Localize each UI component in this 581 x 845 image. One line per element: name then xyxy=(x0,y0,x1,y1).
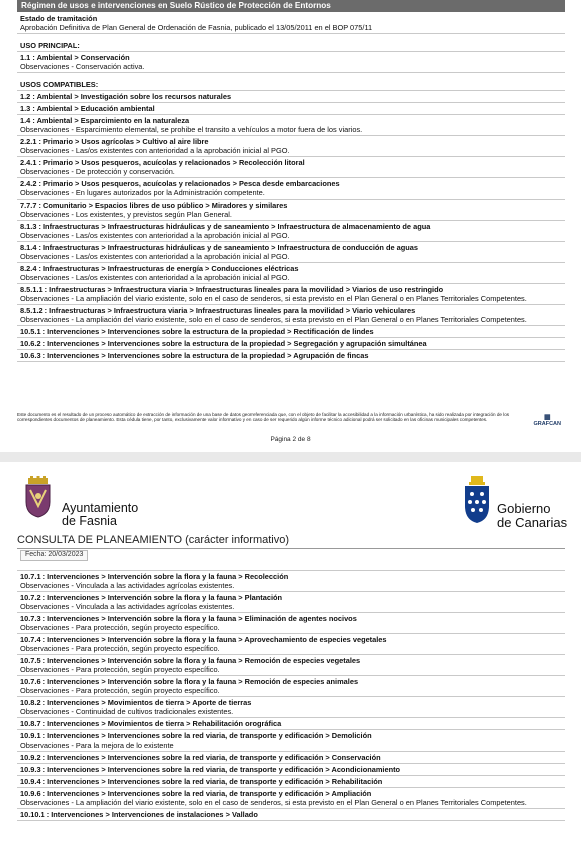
fecha-label: Fecha: 20/03/2023 xyxy=(20,550,88,561)
use-entry-observaciones: Observaciones - Las/os existentes con anterioridad a la aprobación inicial al PGO. xyxy=(20,272,290,282)
use-entry xyxy=(17,338,565,350)
use-entry xyxy=(17,809,565,821)
estado-text: Aprobación Definitiva de Plan General de Ordenación de Fasnia, publicado el 13/05/2011 en el BOP 075/11 xyxy=(20,23,373,33)
use-entry-title: 8.1.3 : Infraestructuras > Infraestructuras hidráulicas y de saneamiento > Infraestructura de almacenamiento de agua xyxy=(20,221,431,231)
uso-principal-heading: USO PRINCIPAL: xyxy=(17,40,565,52)
document-page-3 xyxy=(0,462,581,845)
use-entry xyxy=(17,718,565,730)
use-entry-title: 7.7.7 : Comunitario > Espacios libres de uso público > Miradores y similares xyxy=(20,200,288,210)
use-entry-title: 10.7.5 : Intervenciones > Intervención sobre la flora y la fauna > Remoción de especies vegetales xyxy=(20,656,361,666)
page-footer xyxy=(17,412,565,427)
gobierno-line2: de Canarias xyxy=(497,514,568,530)
use-entry-title: 8.5.1.1 : Infraestructuras > Infraestructura viaria > Infraestructuras lineales para la movilidad > Viarios de uso restringido xyxy=(20,284,444,294)
use-entry-title: 2.4.2 : Primario > Usos pesqueros, acuícolas y relacionados > Pesca desde embarcaciones xyxy=(20,179,340,189)
use-entry xyxy=(17,697,565,718)
grafcan-label: GRAFCAN xyxy=(533,421,561,427)
use-entry-title: 10.6.3 : Intervenciones > Intervenciones sobre la estructura de la propiedad > Agrupación de fincas xyxy=(20,350,369,360)
use-entry xyxy=(17,788,565,809)
use-entry-observaciones: Observaciones - Continuidad de cultivos tradicionales existentes. xyxy=(20,707,234,717)
use-entry-title: 8.1.4 : Infraestructuras > Infraestructuras hidráulicas y de saneamiento > Infraestructura de conducción de aguas xyxy=(20,242,418,252)
section-header: Régimen de usos e intervenciones en Suelo Rústico de Protección de Entornos xyxy=(17,0,565,12)
use-entry xyxy=(17,305,565,326)
consulta-title: CONSULTA DE PLANEAMIENTO (carácter informativo) xyxy=(17,534,565,549)
ayuntamiento-line1: Ayuntamiento xyxy=(62,501,139,515)
grafcan-icon: ▦ xyxy=(543,414,551,421)
use-entry-title: 10.9.3 : Intervenciones > Intervenciones sobre la red viaria, de transporte y edificación > Acondicionamiento xyxy=(20,764,401,774)
disclaimer-text: Este documento es el resultado de un proceso automático de extracción de información de una base de datos georreferenciada que, con el objeto de facilitar la accesibilidad a la información urbanística, ha sido realizada por integración de los correspondientes documentos de planeamiento. Esta cédula tiene, por tanto, exclusivamente valor informativo y en caso de ser requerido algún informe técnico adicional podrá ser solicitado en las oficinas municipales competentes. xyxy=(17,412,510,423)
use-entry xyxy=(17,634,565,655)
use-entry-title: 10.7.1 : Intervenciones > Intervención sobre la flora y la fauna > Recolección xyxy=(20,572,289,581)
use-entry-title: 8.2.4 : Infraestructuras > Infraestructuras de energía > Conducciones eléctricas xyxy=(20,263,299,273)
use-entry xyxy=(17,570,565,592)
use-entry-observaciones: Observaciones - De protección y conservación. xyxy=(20,167,175,177)
page-number: Página 2 de 8 xyxy=(270,436,311,443)
page1-content xyxy=(17,13,565,362)
use-entry xyxy=(17,752,565,764)
use-entry xyxy=(17,136,565,157)
use-entry-observaciones: Observaciones - La ampliación del viario existente, solo en el caso de senderos, si esta previsto en el Plan General o en Planes Territoriales Competentes. xyxy=(20,314,527,324)
use-entry-observaciones: Observaciones - Para protección, según proyecto específico. xyxy=(20,644,220,654)
use-entry-observaciones: Observaciones - Esparcimiento elemental, se prohibe el transito a vehículos a motor fuera de los viarios. xyxy=(20,125,363,135)
use-entry-title: 1.4 : Ambiental > Esparcimiento en la naturaleza xyxy=(20,116,190,126)
page-separator xyxy=(0,452,581,462)
use-entry xyxy=(17,655,565,676)
use-entry-title: 10.7.3 : Intervenciones > Intervención sobre la flora y la fauna > Eliminación de agentes nocivos xyxy=(20,614,357,624)
use-entry xyxy=(17,52,565,73)
use-entry-observaciones: Observaciones - Vinculada a las actividades agrícolas existentes. xyxy=(20,602,235,612)
estado-title: Estado de tramitación xyxy=(20,14,98,23)
use-entry-observaciones: Observaciones - Para protección, según proyecto específico. xyxy=(20,686,220,696)
use-entry xyxy=(17,115,565,136)
use-entry-title: 10.8.7 : Intervenciones > Movimientos de tierra > Rehabilitación orográfica xyxy=(20,719,282,729)
use-entry xyxy=(17,350,565,362)
use-entry-title: 10.8.2 : Intervenciones > Movimientos de tierra > Aporte de tierras xyxy=(20,698,252,708)
use-entry-observaciones: Observaciones - Las/os existentes con anterioridad a la aprobación inicial al PGO. xyxy=(20,146,290,156)
use-entry xyxy=(17,676,565,697)
use-entry-observaciones: Observaciones - Las/os existentes con anterioridad a la aprobación inicial al PGO. xyxy=(20,251,290,261)
usos-compatibles-heading: USOS COMPATIBLES: xyxy=(17,79,565,91)
use-entry xyxy=(17,776,565,788)
use-entry xyxy=(17,284,565,305)
use-entry-observaciones: Observaciones - En lugares autorizados por la Administración competente. xyxy=(20,188,265,198)
use-entry-title: 10.9.2 : Intervenciones > Intervenciones sobre la red viaria, de transporte y edificación > Conservación xyxy=(20,752,381,762)
use-entry-title: 10.7.4 : Intervenciones > Intervención sobre la flora y la fauna > Aprovechamiento de especies vegetales xyxy=(20,635,387,645)
use-entry-title: 10.9.4 : Intervenciones > Intervenciones sobre la red viaria, de transporte y edificación > Rehabilitación xyxy=(20,776,383,786)
use-entry-observaciones: Observaciones - La ampliación del viario existente, solo en el caso de senderos, si esta previsto en el Plan General o en Planes Territoriales Competentes. xyxy=(20,293,527,303)
use-entry xyxy=(17,103,565,115)
use-entry xyxy=(17,178,565,199)
use-entry xyxy=(17,326,565,338)
use-entry-title: 8.5.1.2 : Infraestructuras > Infraestructura viaria > Infraestructuras lineales para la movilidad > Viario vehiculares xyxy=(20,305,416,315)
use-entry-title: 10.9.6 : Intervenciones > Intervenciones sobre la red viaria, de transporte y edificación > Ampliación xyxy=(20,788,372,798)
use-entry xyxy=(17,613,565,634)
use-entry-title: 10.7.6 : Intervenciones > Intervención sobre la flora y la fauna > Remoción de especies animales xyxy=(20,677,359,687)
gobierno-name xyxy=(497,502,567,529)
gobierno-canarias-emblem-icon xyxy=(462,476,492,524)
intervenciones-list xyxy=(17,570,565,821)
use-entry-title: 2.4.1 : Primario > Usos pesqueros, acuícolas y relacionados > Recolección litoral xyxy=(20,158,305,168)
use-entry xyxy=(17,263,565,284)
use-entry-observaciones: Observaciones - Vinculada a las actividades agrícolas existentes. xyxy=(20,581,235,591)
gobierno-line1: Gobierno xyxy=(497,501,551,516)
estado-tramitacion-block xyxy=(17,13,565,34)
use-entry-observaciones: Observaciones - Para la mejora de lo existente xyxy=(20,740,174,750)
use-entry-observaciones: Observaciones - La ampliación del viario existente, solo en el caso de senderos, si esta previsto en el Plan General o en Planes Territoriales Competentes. xyxy=(20,797,527,807)
use-entry-title: 10.7.2 : Intervenciones > Intervención sobre la flora y la fauna > Plantación xyxy=(20,593,283,603)
ayuntamiento-coat-of-arms-icon xyxy=(22,476,54,518)
ayuntamiento-line2: de Fasnia xyxy=(62,514,117,529)
use-entry xyxy=(17,730,565,751)
use-entry-title: 1.3 : Ambiental > Educación ambiental xyxy=(20,104,155,114)
use-entry-observaciones: Observaciones - Los existentes, y previstos según Plan General. xyxy=(20,209,232,219)
use-entry-observaciones: Observaciones - Conservación activa. xyxy=(20,62,145,72)
use-entry xyxy=(17,221,565,242)
uso-principal-list xyxy=(17,52,565,73)
use-entry-observaciones: Observaciones - Las/os existentes con anterioridad a la aprobación inicial al PGO. xyxy=(20,230,290,240)
grafcan-logo xyxy=(534,414,562,427)
use-entry-title: 10.9.1 : Intervenciones > Intervenciones sobre la red viaria, de transporte y edificación > Demolición xyxy=(20,731,372,741)
use-entry-title: 1.1 : Ambiental > Conservación xyxy=(20,53,130,63)
use-entry-title: 1.2 : Ambiental > Investigación sobre los recursos naturales xyxy=(20,92,232,102)
use-entry xyxy=(17,592,565,613)
use-entry xyxy=(17,157,565,178)
use-entry xyxy=(17,242,565,263)
usos-compatibles-list xyxy=(17,91,565,362)
use-entry xyxy=(17,91,565,103)
use-entry xyxy=(17,764,565,776)
use-entry-title: 2.2.1 : Primario > Usos agrícolas > Cultivo al aire libre xyxy=(20,137,209,147)
use-entry-title: 10.10.1 : Intervenciones > Intervenciones de instalaciones > Vallado xyxy=(20,809,258,819)
use-entry-title: 10.6.2 : Intervenciones > Intervenciones sobre la estructura de la propiedad > Segregación y agrupación simultánea xyxy=(20,338,427,348)
ayuntamiento-name xyxy=(62,502,138,528)
use-entry xyxy=(17,200,565,221)
use-entry-title: 10.5.1 : Intervenciones > Intervenciones sobre la estructura de la propiedad > Rectificación de lindes xyxy=(20,326,374,336)
use-entry-observaciones: Observaciones - Para protección, según proyecto específico. xyxy=(20,665,220,675)
use-entry-observaciones: Observaciones - Para protección, según proyecto específico. xyxy=(20,623,220,633)
